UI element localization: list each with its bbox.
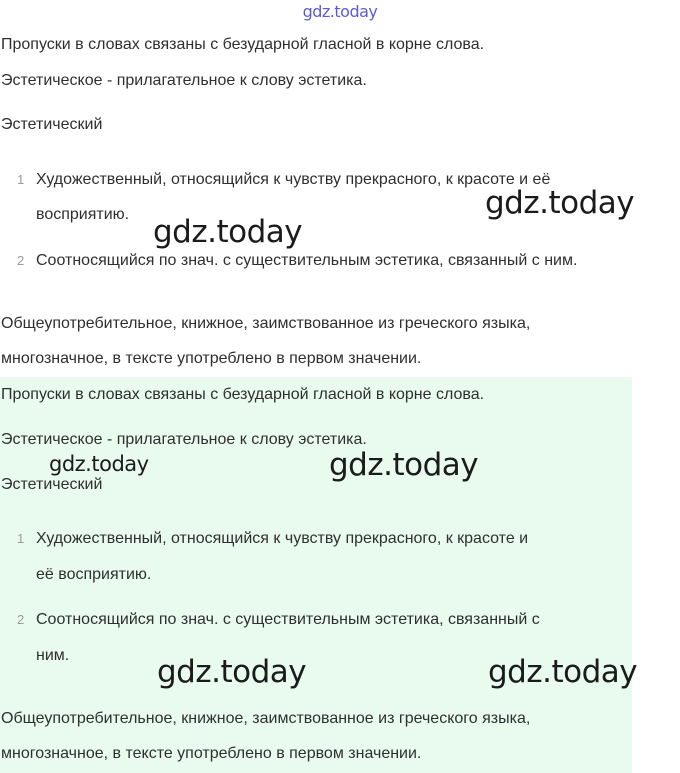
paragraph-3-cont: многозначное, в тексте употреблено в первом значении. xyxy=(1,745,422,762)
paragraph-3: Общеупотребительное, книжное, заимствованное из греческого языка, xyxy=(1,710,531,727)
watermark: gdz.today xyxy=(485,185,635,221)
list-item-text: Соотносящийся по знач. с существительным эстетика, связанный с xyxy=(36,611,540,628)
watermark: gdz.today xyxy=(329,447,479,483)
site-label: gdz.today xyxy=(302,2,378,21)
list-item-number: 1 xyxy=(17,531,25,546)
paragraph-2: Эстетическое - прилагательное к слову эстетика. xyxy=(1,72,367,89)
headword: Эстетический xyxy=(1,476,103,493)
watermark: gdz.today xyxy=(488,654,638,690)
list-item-number: 1 xyxy=(17,172,25,187)
paragraph-3: Общеупотребительное, книжное, заимствованное из греческого языка, xyxy=(1,315,531,332)
list-item-text-cont: восприятию. xyxy=(36,206,130,223)
list-item-text: Художественный, относящийся к чувству прекрасного, к красоте и её xyxy=(36,171,551,188)
paragraph-1: Пропуски в словах связаны с безударной гласной в корне слова. xyxy=(1,36,485,53)
headword: Эстетический xyxy=(1,116,103,133)
watermark: gdz.today xyxy=(157,654,307,690)
paragraph-3-cont: многозначное, в тексте употреблено в первом значении. xyxy=(1,350,422,367)
list-item-number: 2 xyxy=(17,612,25,627)
watermark: gdz.today xyxy=(49,452,149,476)
list-item-text: Художественный, относящийся к чувству прекрасного, к красоте и xyxy=(36,530,529,547)
list-item-text-cont: её восприятию. xyxy=(36,566,152,583)
list-item-number: 2 xyxy=(17,253,25,268)
list-item-text-cont: ним. xyxy=(36,647,70,664)
paragraph-1: Пропуски в словах связаны с безударной гласной в корне слова. xyxy=(1,386,485,403)
watermark: gdz.today xyxy=(153,214,303,250)
paragraph-2: Эстетическое - прилагательное к слову эстетика. xyxy=(1,431,367,448)
list-item-text: Соотносящийся по знач. с существительным эстетика, связанный с ним. xyxy=(36,252,578,269)
